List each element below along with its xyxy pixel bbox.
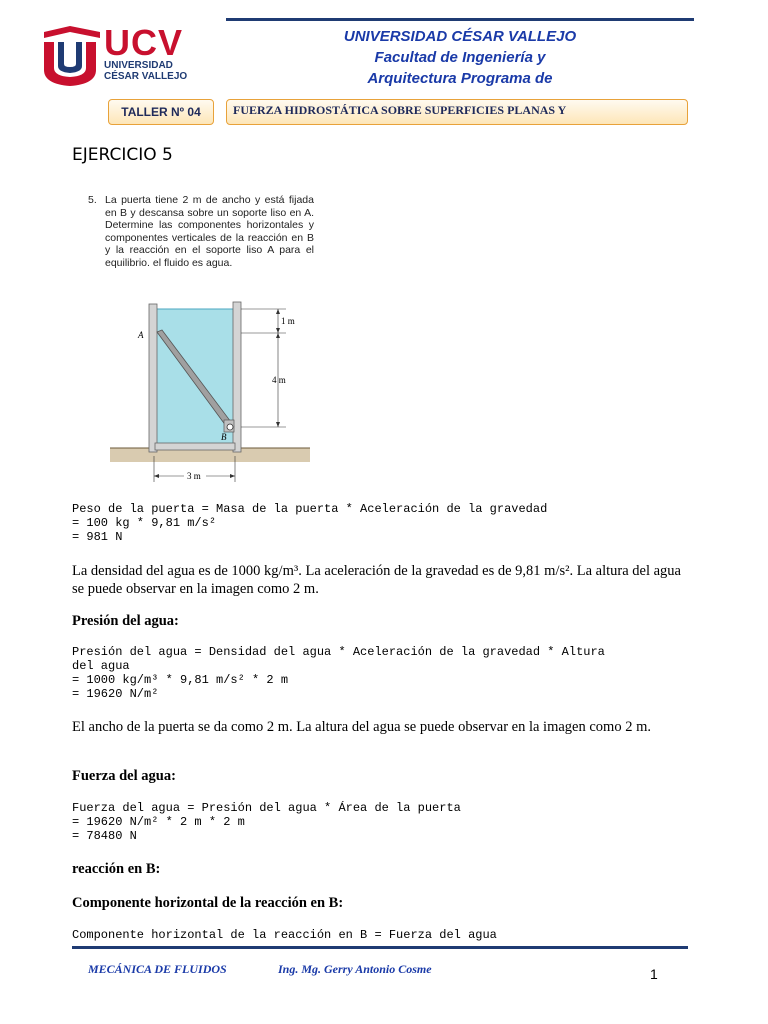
problem-number: 5.	[88, 194, 97, 206]
hinge-pin	[227, 424, 233, 430]
taller-badge: TALLER Nº 04	[108, 99, 214, 125]
university-title	[230, 26, 690, 89]
dim-bottom-label: 3 m	[187, 471, 201, 481]
footer-teacher: Ing. Mg. Gerry Antonio Cosme	[278, 962, 432, 976]
logo-subtitle	[104, 60, 187, 82]
logo-sub-line-1: UNIVERSIDAD	[104, 60, 173, 71]
title-line-2: Facultad de Ingeniería y	[374, 49, 546, 66]
label-b: B	[221, 432, 227, 442]
problem-statement	[88, 194, 314, 269]
width-paragraph: El ancho de la puerta se da como 2 m. La altura del agua se puede observar en la imagen como 2 m.	[72, 719, 651, 735]
topic-banner: FUERZA HIDROSTÁTICA SOBRE SUPERFICIES PLANAS Y	[226, 99, 688, 125]
bottom-slab	[155, 443, 235, 450]
label-a: A	[138, 330, 144, 340]
force-heading: Fuerza del agua:	[72, 768, 176, 784]
title-line-1: UNIVERSIDAD CÉSAR VALLEJO	[343, 28, 577, 45]
problem-text: La puerta tiene 2 m de ancho y está fijada en B y descansa sobre un soporte liso en A. Determine las componentes horizontales y componentes verticales de la reacción en B y la reacción en el soporte liso A para el equilibrio. el fluido es agua.	[105, 194, 314, 269]
reaction-heading: reacción en B:	[72, 861, 161, 877]
logo-wordmark: UCV	[104, 22, 184, 63]
gate-diagram	[110, 296, 320, 488]
left-wall	[149, 304, 157, 452]
title-line-3: Arquitectura Programa de	[367, 70, 553, 87]
header-top-rule	[226, 18, 694, 21]
horizontal-component-equation: Componente horizontal de la reacción en B = Fuerza del agua	[72, 928, 497, 942]
pressure-heading: Presión del agua:	[72, 613, 179, 629]
page-number: 1	[650, 966, 658, 982]
exercise-heading: EJERCICIO 5	[72, 145, 173, 165]
pressure-equation: Presión del agua = Densidad del agua * Aceleración de la gravedad * Altura del agua = 1000 kg/m³ * 9,81 m/s² * 2 m = 19620 N/m²	[72, 645, 605, 701]
footer-course: MECÁNICA DE FLUIDOS	[88, 962, 227, 976]
logo-sub-line-2: CÉSAR VALLEJO	[104, 71, 188, 82]
horizontal-component-heading: Componente horizontal de la reacción en B:	[72, 895, 344, 911]
dim-side-label: 4 m	[272, 375, 286, 385]
footer-rule	[72, 946, 688, 949]
weight-equation: Peso de la puerta = Masa de la puerta * Aceleración de la gravedad = 100 kg * 9,81 m/s² = 981 N	[72, 502, 548, 544]
dim-top-label: 1 m	[281, 316, 295, 326]
density-paragraph: La densidad del agua es de 1000 kg/m³. La aceleración de la gravedad es de 9,81 m/s². La altura del agua se puede observar en la imagen como 2 m.	[72, 563, 681, 597]
force-equation: Fuerza del agua = Presión del agua * Área de la puerta = 19620 N/m² * 2 m * 2 m = 78480 N	[72, 801, 461, 843]
